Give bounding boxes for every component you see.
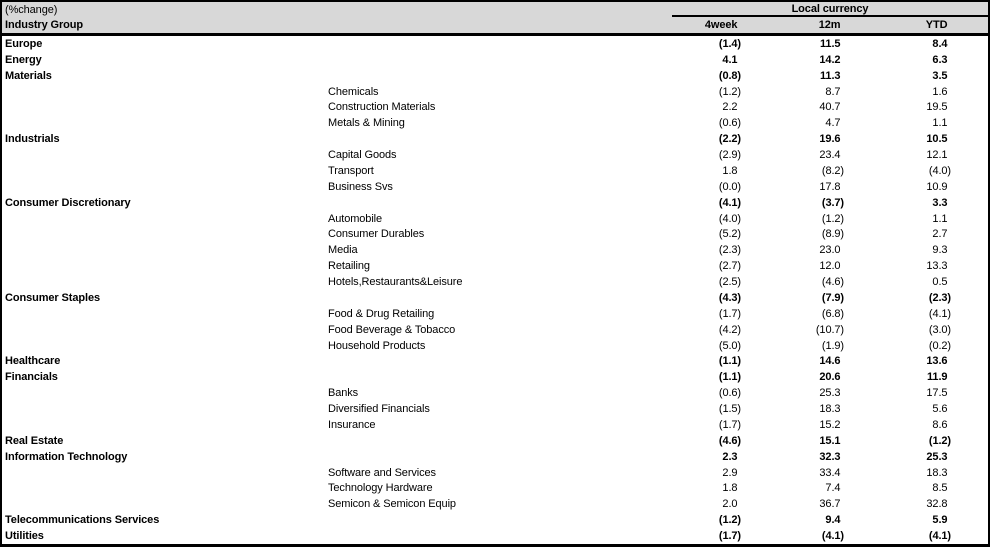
table-row [2,449,988,465]
industry-group-column-header: Industry Group [5,19,84,31]
value-ytd: 2.7 [932,228,948,241]
value-12m: 12.0 [819,260,841,273]
value-ytd: (2.3) [928,291,951,304]
table-row [2,496,988,512]
industry-group-cell: Europe [5,37,43,50]
value-4week: 4.1 [722,53,738,66]
value-12m: (8.9) [821,228,844,241]
sub-industry-cell: Banks [328,387,359,400]
value-4week: (4.0) [718,212,741,225]
local-currency-group-header: Local currency [672,2,988,17]
value-4week: (5.2) [718,228,741,241]
table-row [2,369,988,385]
value-4week: (0.6) [718,117,741,130]
value-12m: 4.7 [825,117,841,130]
industry-group-cell: Consumer Staples [5,291,100,304]
value-ytd: 17.5 [926,387,948,400]
value-12m: 17.8 [819,180,841,193]
value-ytd: 11.9 [927,371,948,384]
column-header-12m: 12m [818,19,841,31]
header-row-columns [2,17,988,33]
table-row [2,401,988,417]
industry-group-cell: Utilities [5,530,44,543]
industry-group-cell: Consumer Discretionary [5,196,131,209]
table-row [2,68,988,84]
percent-change-label: (%change) [5,3,58,16]
table-row [2,385,988,401]
value-ytd: 6.3 [932,53,948,66]
table-row [2,274,988,290]
value-ytd: 12.1 [926,149,948,162]
table-row [2,84,988,100]
value-4week: (4.1) [718,196,741,209]
table-body [2,36,988,544]
sub-industry-cell: Capital Goods [328,149,397,162]
value-4week: (2.5) [718,276,741,289]
industry-group-cell: Industrials [5,133,60,146]
table-row [2,465,988,481]
table-row [2,481,988,497]
value-12m: 15.2 [819,418,841,431]
value-ytd: (3.0) [928,323,951,336]
value-12m: 23.0 [819,244,841,257]
industry-group-cell: Information Technology [5,450,128,463]
value-12m: (4.1) [821,530,844,543]
table-row [2,179,988,195]
value-12m: (7.9) [821,291,844,304]
value-ytd: 1.6 [932,85,948,98]
sub-industry-cell: Metals & Mining [328,117,405,130]
value-12m: 32.3 [819,450,841,463]
industry-group-cell: Healthcare [5,355,61,368]
value-4week: (1.2) [718,85,741,98]
value-12m: (4.6) [821,276,844,289]
value-4week: (2.2) [718,133,741,146]
table-row [2,258,988,274]
value-12m: 20.6 [819,371,841,384]
sub-industry-cell: Hotels,Restaurants&Leisure [328,276,463,289]
sub-industry-cell: Transport [328,164,374,177]
sub-industry-cell: Food & Drug Retailing [328,307,435,320]
header-row-top [2,2,988,17]
table-row [2,528,988,544]
value-4week: (2.7) [718,260,741,273]
value-4week: (1.5) [718,403,741,416]
value-12m: (1.2) [821,212,844,225]
value-ytd: 25.3 [926,450,948,463]
sub-industry-cell: Software and Services [328,466,436,479]
value-ytd: 19.5 [926,101,948,114]
value-4week: (0.6) [718,387,741,400]
sub-industry-cell: Business Svs [328,180,393,193]
value-4week: (1.7) [718,418,741,431]
value-4week: (1.1) [718,355,741,368]
value-4week: (0.0) [718,180,741,193]
sub-industry-cell: Food Beverage & Tobacco [328,323,456,336]
value-4week: (1.1) [718,371,741,384]
table-row [2,306,988,322]
table-row [2,211,988,227]
value-ytd: 13.3 [926,260,948,273]
value-4week: 1.8 [722,164,738,177]
column-header-ytd: YTD [925,19,948,31]
value-12m: 36.7 [819,498,841,511]
value-ytd: 3.3 [932,196,948,209]
table-row [2,338,988,354]
value-ytd: 3.5 [932,69,948,82]
value-4week: (1.7) [718,307,741,320]
value-12m: 9.4 [825,514,841,527]
industry-group-cell: Financials [5,371,58,384]
value-12m: 14.2 [819,53,841,66]
industry-group-cell: Energy [5,53,42,66]
column-header-4week: 4week [704,19,738,31]
value-12m: (3.7) [821,196,844,209]
table-row [2,36,988,52]
value-ytd: 13.6 [926,355,948,368]
value-4week: (1.4) [718,37,741,50]
table-row [2,417,988,433]
value-4week: (1.7) [718,530,741,543]
value-4week: (4.2) [718,323,741,336]
sub-industry-cell: Technology Hardware [328,482,433,495]
table-row [2,147,988,163]
sub-industry-cell: Chemicals [328,85,379,98]
value-12m: 19.6 [819,133,841,146]
value-ytd: 10.9 [926,180,948,193]
value-12m: (10.7) [815,323,844,336]
table-row [2,115,988,131]
sub-industry-cell: Household Products [328,339,426,352]
industry-group-cell: Materials [5,69,52,82]
value-ytd: 8.6 [932,418,948,431]
sub-industry-cell: Consumer Durables [328,228,425,241]
table-row [2,512,988,528]
value-ytd: 5.9 [932,514,948,527]
value-12m: (1.9) [821,339,844,352]
value-ytd: 10.5 [926,133,948,146]
value-ytd: 9.3 [932,244,948,257]
value-ytd: 1.1 [932,117,948,130]
value-4week: (5.0) [718,339,741,352]
table-row [2,131,988,147]
sub-industry-cell: Automobile [328,212,383,225]
value-ytd: 5.6 [932,403,948,416]
value-12m: 8.7 [825,85,841,98]
sub-industry-cell: Insurance [328,418,376,431]
value-4week: 1.8 [722,482,738,495]
value-4week: (4.6) [718,434,741,447]
value-ytd: (4.0) [928,164,951,177]
table-row [2,322,988,338]
value-ytd: 8.4 [932,37,948,50]
value-4week: 2.3 [722,450,738,463]
value-12m: (6.8) [821,307,844,320]
value-12m: 15.1 [819,434,841,447]
table-row [2,290,988,306]
value-4week: (0.8) [718,69,741,82]
sub-industry-cell: Media [328,244,358,257]
sub-industry-cell: Diversified Financials [328,403,430,416]
value-ytd: 0.5 [932,276,948,289]
value-12m: 14.6 [819,355,841,368]
sub-industry-cell: Semicon & Semicon Equip [328,498,456,511]
table-row [2,100,988,116]
value-4week: (4.3) [718,291,741,304]
value-12m: 7.4 [825,482,841,495]
table-row [2,354,988,370]
value-12m: 25.3 [819,387,841,400]
table-row [2,52,988,68]
value-ytd: 32.8 [926,498,948,511]
table-row [2,242,988,258]
table-header [2,2,988,36]
sub-industry-cell: Construction Materials [328,101,436,114]
value-12m: (8.2) [821,164,844,177]
value-ytd: (4.1) [928,530,951,543]
value-4week: (2.3) [718,244,741,257]
value-12m: 40.7 [819,101,841,114]
value-ytd: 1.1 [932,212,948,225]
value-4week: (2.9) [718,149,741,162]
value-12m: 23.4 [819,149,841,162]
value-12m: 33.4 [819,466,841,479]
industry-group-cell: Telecommunications Services [5,514,160,527]
sub-industry-cell: Retailing [328,260,370,273]
value-ytd: (1.2) [928,434,951,447]
value-12m: 18.3 [819,403,841,416]
table-row [2,433,988,449]
value-12m: 11.5 [820,37,841,50]
value-12m: 11.3 [820,69,841,82]
table-row [2,195,988,211]
table-row [2,227,988,243]
value-4week: 2.0 [722,498,738,511]
value-4week: 2.9 [722,466,738,479]
industry-group-cell: Real Estate [5,434,64,447]
value-ytd: 18.3 [926,466,948,479]
table-row [2,163,988,179]
value-ytd: 8.5 [932,482,948,495]
value-4week: 2.2 [722,101,738,114]
value-ytd: (0.2) [928,339,951,352]
value-4week: (1.2) [718,514,741,527]
value-ytd: (4.1) [928,307,951,320]
